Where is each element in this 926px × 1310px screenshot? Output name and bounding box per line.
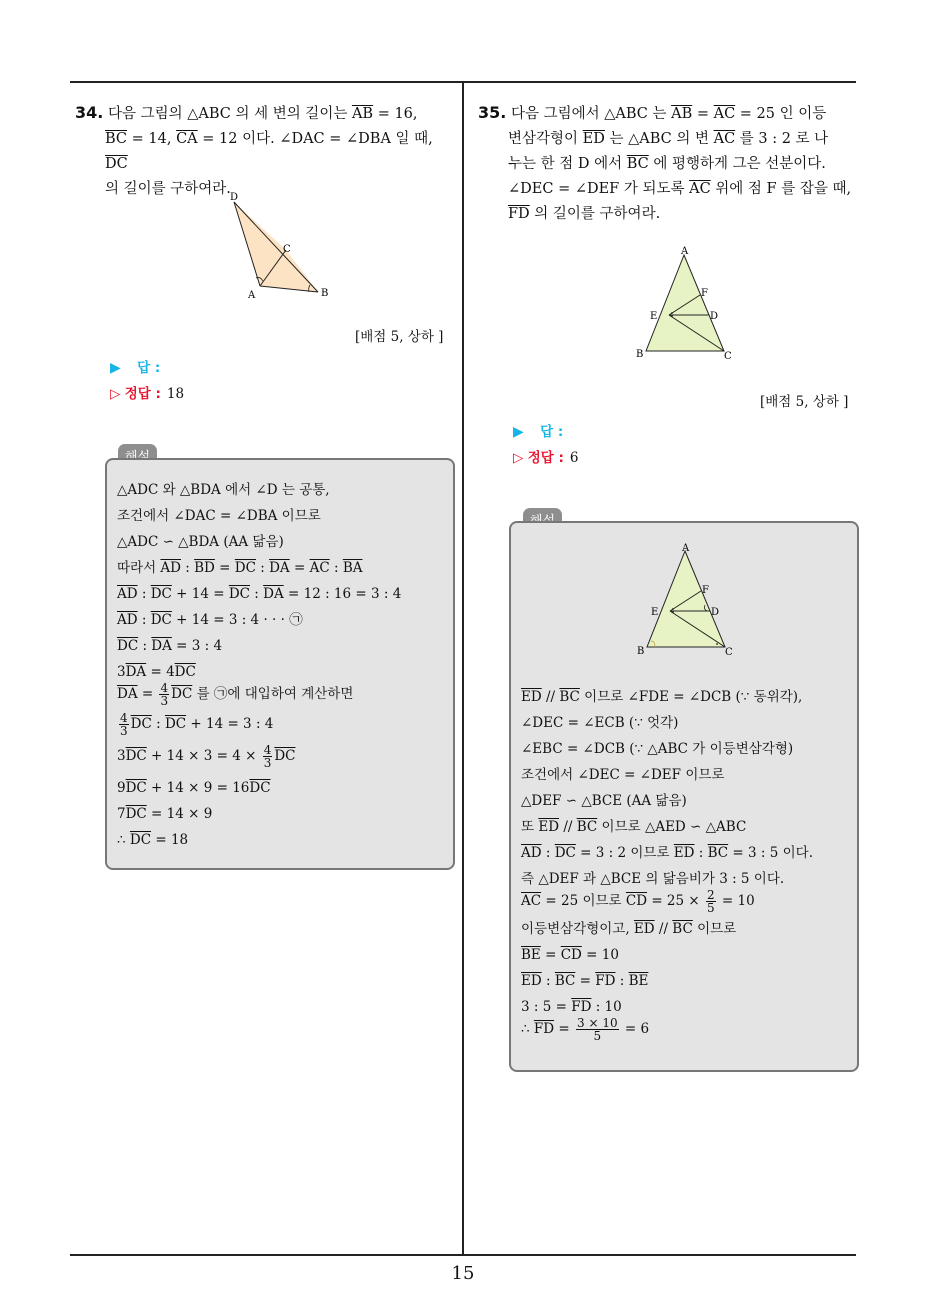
- q34-correct-label: 정답 :: [124, 386, 161, 402]
- q35-seg-ac: $\overline{AC}$: [713, 106, 736, 122]
- q35-seg-ac: $\overline{AC}$: [689, 181, 711, 197]
- sol35-line: $\overline{ED} // \overline{BC}$ 이므로 ∠FDE = ∠DCB (∵ 동위각),: [521, 689, 803, 705]
- q35-text: 변삼각형이: [508, 131, 583, 147]
- outline-play-icon: ▷: [513, 450, 524, 466]
- sol34-line: ∴ $\overline{DC} = 18$: [117, 832, 189, 848]
- q34-text: 의 길이를 구하여라.: [105, 181, 231, 197]
- q34-answer-label: 답 :: [137, 360, 161, 376]
- q34-text: = 12 이다. ∠DAC = ∠DBA 일 때,: [197, 131, 433, 147]
- q34-correct-value: 18: [166, 386, 185, 402]
- q35-solution-box: [509, 521, 859, 1072]
- frac-den: 5: [593, 1029, 602, 1043]
- q34-number: 34.: [75, 103, 104, 122]
- q35-text: 에 평행하게 그은 선분이다.: [648, 156, 826, 172]
- sol34-line: △ADC ∽ △BDA (AA 닮음): [117, 534, 284, 550]
- q35-line3: [478, 152, 863, 177]
- frac-den: 3: [160, 694, 169, 708]
- q35-text: 를 3 : 2 로 나: [735, 131, 829, 147]
- sol35-line: $\overline{ED}$ : $\overline{BC} = \overline{FD}$ : $\overline{BE}$: [521, 973, 649, 989]
- q35-text: 위에 점 F 를 잡을 때,: [710, 181, 852, 197]
- q34-correct: [110, 382, 184, 402]
- q35-line4: [478, 177, 863, 202]
- fig35-label-a: A: [681, 246, 689, 257]
- q35-line1: [478, 100, 863, 127]
- fig35b-label-a: A: [682, 543, 690, 554]
- q34-score: [배점 5, 상하 ]: [355, 329, 444, 345]
- sol35-line: $\overline{BE} = \overline{CD} = 10$: [521, 947, 619, 963]
- sol34-line: $3\overline{DA} = 4\overline{DC}$: [117, 664, 196, 680]
- fig34-label-c: C: [283, 244, 291, 255]
- sol35-line: 이등변삼각형이고, $\overline{ED} // \overline{BC}$ 이므로: [521, 921, 737, 937]
- q35-number: 35.: [478, 103, 507, 122]
- column-divider: [462, 81, 464, 1255]
- q34-text: = 16,: [373, 106, 418, 122]
- sol34-line: $9\overline{DC} + 14 \times 9 = 16\overline{DC}$: [117, 780, 271, 796]
- q35-line5: [478, 202, 863, 227]
- frac-den: 5: [707, 901, 715, 915]
- q35-score: [배점 5, 상하 ]: [760, 394, 849, 410]
- q35-seg-ab: $\overline{AB}$: [671, 106, 693, 122]
- fig35b-label-f: F: [702, 585, 709, 596]
- play-icon: ▶: [513, 424, 524, 440]
- question-35: [478, 100, 863, 227]
- q35-seg-fd: $\overline{FD}$: [508, 206, 530, 222]
- q35-text: 는 △ABC 의 변: [604, 131, 714, 147]
- q35-solution-figure: [633, 543, 743, 661]
- q34-solution-box: [105, 458, 455, 870]
- q34-seg-dc: $\overline{DC}$: [105, 156, 128, 172]
- sol34-line: $7\overline{DC} = 14 \times 9$: [117, 806, 213, 822]
- outline-play-icon: ▷: [110, 386, 121, 402]
- q35-correct: [513, 446, 578, 466]
- frac-num: 3 × 10: [577, 1016, 618, 1030]
- fig34-label-b: B: [321, 288, 329, 299]
- q35-answer: [513, 420, 563, 440]
- fig34-label-a: A: [248, 290, 256, 301]
- fig35b-label-d: D: [711, 607, 720, 618]
- sol34-line: $3\overline{DC} + 14 \times 3 = 4$ × $\frac{4}{3}$ $\overline{DC}$: [117, 743, 296, 770]
- fig35-label-f: F: [701, 288, 708, 299]
- sol35-line: 3 : $5 = \overline{FD}$ : 10: [521, 999, 622, 1015]
- q35-correct-value: 6: [569, 450, 579, 466]
- q35-seg-ac: $\overline{AC}$: [713, 131, 736, 147]
- q35-seg-ed: $\overline{ED}$: [582, 131, 605, 147]
- sol35-line: ∠EBC = ∠DCB (∵ △ABC 가 이등변삼각형): [521, 741, 794, 757]
- sol35-line: ∴ $\overline{FD}$ = $\frac{3 \times 10}{5}$ = 6: [521, 1016, 650, 1043]
- q35-correct-label: 정답 :: [527, 450, 564, 466]
- q35-text: ∠DEC = ∠DEF 가 되도록: [508, 181, 690, 197]
- q35-text: 의 길이를 구하여라.: [529, 206, 661, 222]
- sol35-line: $\overline{AD}$ : $\overline{DC} = 3$ : 2 이므로 $\overline{ED}$ : $\overline{BC} = 3$ : 5 이다.: [521, 845, 814, 861]
- sol34-line: $\overline{DC}$ : $\overline{DA} = 3$ : 4: [117, 638, 223, 654]
- sol35-line: △DEF ∽ △BCE (AA 닮음): [521, 793, 687, 809]
- q34-seg-ca: $\overline{CA}$: [176, 131, 198, 147]
- fig35b-label-e: E: [651, 607, 659, 618]
- frac-num: 4: [160, 681, 169, 695]
- q34-line2: [75, 127, 455, 177]
- fig35-label-e: E: [650, 311, 658, 322]
- sol34-line: $\overline{DA}$ = $\frac{4}{3}$ $\overline{DC}$ 를 ㉠에 대입하여 계산하면: [117, 681, 354, 708]
- q34-seg-ab: $\overline{AB}$: [351, 106, 374, 122]
- q35-text: =: [692, 106, 714, 122]
- sol35-line: 조건에서 ∠DEC = ∠DEF 이므로: [521, 767, 725, 783]
- fig34-label-d: D: [230, 192, 239, 203]
- frac-num: 2: [707, 888, 715, 902]
- q35-text: 다음 그림에서 △ABC 는: [510, 106, 672, 122]
- sol35-line: $\overline{AC} = 25$ 이므로 $\overline{CD} = 25$ × $\frac{2}{5}$ = 10: [521, 888, 755, 915]
- q35-figure: [630, 245, 740, 365]
- q35-answer-label: 답 :: [540, 424, 564, 440]
- sol34-line: $\overline{AD}$ : $\overline{DC} + 14 = 3$ : 4 · · · ㉠: [117, 612, 303, 628]
- q34-figure: [222, 188, 342, 303]
- q35-text: = 25 인 이등: [735, 106, 827, 122]
- sol34-line: 따라서 $\overline{AD}$ : $\overline{BD} = \overline{DC}$ : $\overline{DA} = \overline{AC}$ : $\overline{BA}$: [117, 560, 363, 576]
- q34-text: = 14,: [127, 131, 177, 147]
- play-icon: ▶: [110, 360, 121, 376]
- fig35-label-c: C: [724, 351, 732, 362]
- q35-seg-bc: $\overline{BC}$: [626, 156, 649, 172]
- q34-text: 다음 그림의 △ABC 의 세 변의 길이는: [107, 106, 352, 122]
- sol35-line: 또 $\overline{ED} // \overline{BC}$ 이므로 △AED ∽ △ABC: [521, 819, 747, 835]
- sol34-line: △ADC 와 △BDA 에서 ∠D 는 공통,: [117, 482, 330, 498]
- sol34-line: $\overline{AD}$ : $\overline{DC} + 14 = \overline{DC}$ : $\overline{DA} = 12$ : 16 = 3 : 4: [117, 586, 402, 602]
- fig35b-label-b: B: [637, 646, 645, 657]
- q35-text: 누는 한 점 D 에서: [508, 156, 627, 172]
- q34-line1: [75, 100, 455, 127]
- sol35-line: ∠DEC = ∠ECB (∵ 엇각): [521, 715, 679, 731]
- sol34-line: $\frac{4}{3}$ $\overline{DC}$ : $\overline{DC} + 14 = 3$ : 4: [120, 711, 274, 738]
- sol34-line: 조건에서 ∠DAC = ∠DBA 이므로: [117, 508, 321, 524]
- q34-answer: [110, 356, 160, 376]
- page-number: 15: [451, 1263, 475, 1284]
- q35-line2: [478, 127, 863, 152]
- fig35b-label-c: C: [725, 647, 733, 658]
- frac-num: 4: [120, 711, 128, 725]
- fig35-label-b: B: [636, 349, 644, 360]
- fig35-label-d: D: [710, 311, 719, 322]
- question-34: [75, 100, 455, 202]
- frac-den: 3: [120, 724, 128, 738]
- sol35-line: 즉 △DEF 과 △BCE 의 닮음비가 3 : 5 이다.: [521, 871, 785, 887]
- q34-seg-bc: $\overline{BC}$: [105, 131, 128, 147]
